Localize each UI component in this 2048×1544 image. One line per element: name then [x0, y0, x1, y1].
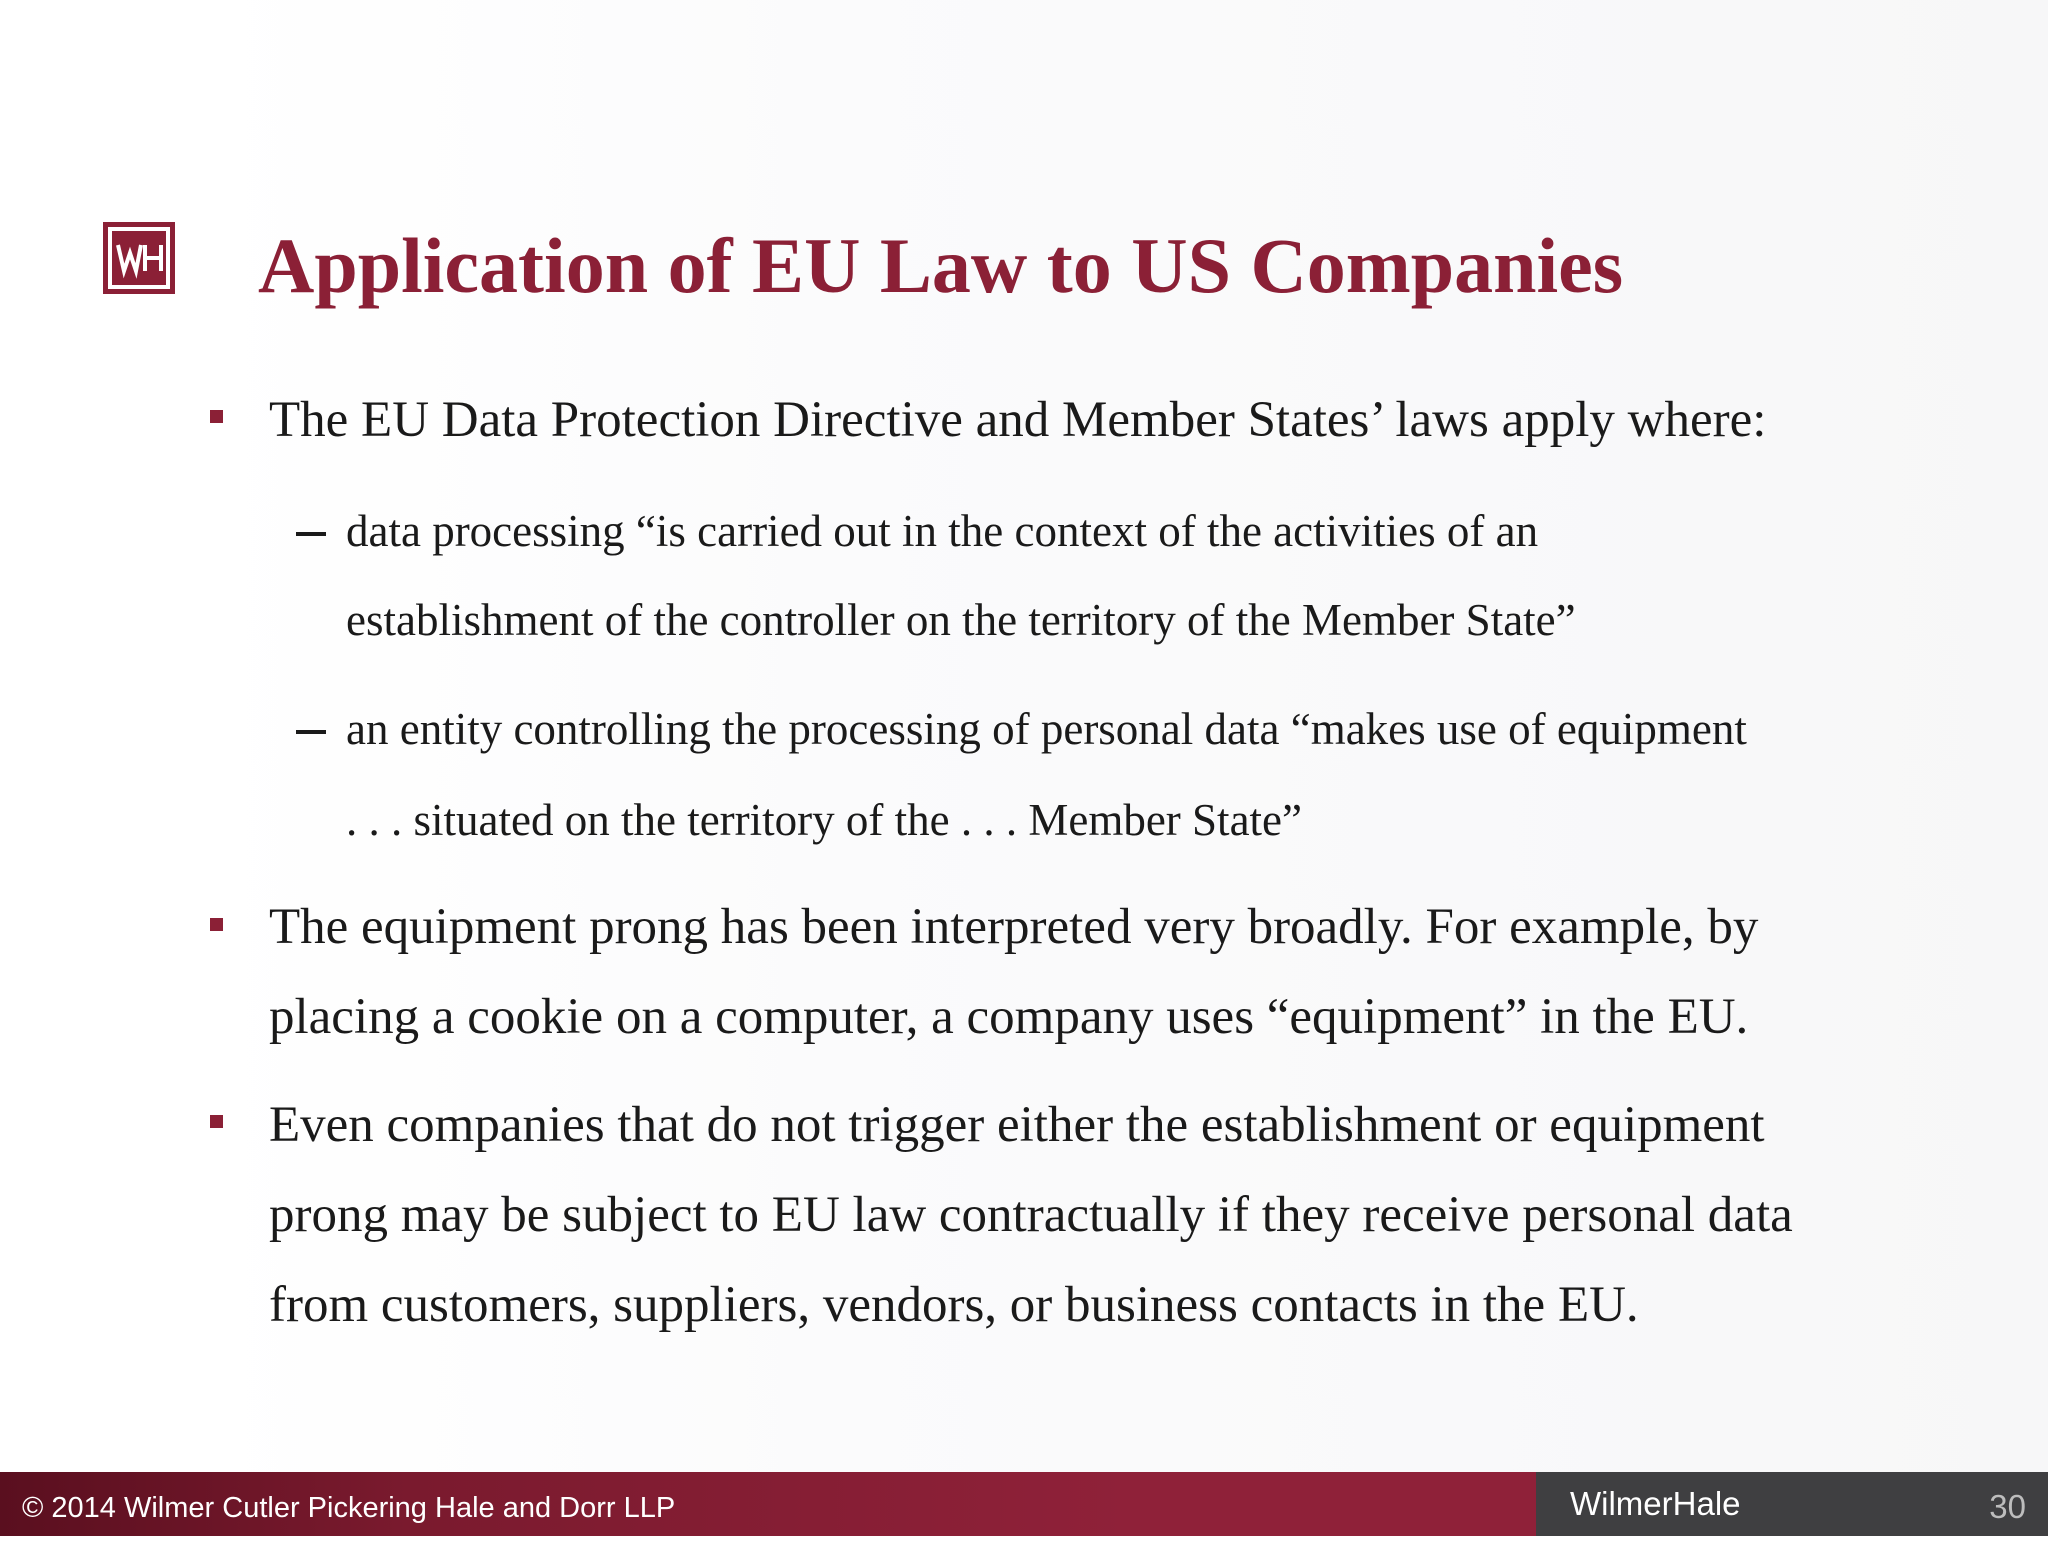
wh-logo-icon — [103, 222, 175, 294]
bullet-3-line-3: from customers, suppliers, vendors, or business contacts in the EU. — [269, 1277, 1639, 1333]
page-number: 30 — [1989, 1488, 2026, 1525]
bullet-marker — [210, 410, 223, 423]
bullet-3-line-1: Even companies that do not trigger either the establishment or equipment — [269, 1097, 1765, 1153]
footer-brand: WilmerHale — [1570, 1485, 1741, 1522]
bullet-1-line-1: The EU Data Protection Directive and Member States’ laws apply where: — [269, 392, 1767, 448]
sub-item-2-line-1: an entity controlling the processing of personal data “makes use of equipment — [346, 704, 1747, 754]
sub-item-1-line-1: data processing “is carried out in the context of the activities of an — [346, 506, 1539, 556]
bullet-marker — [210, 918, 223, 931]
bullet-3-line-2: prong may be subject to EU law contractually if they receive personal data — [269, 1187, 1793, 1243]
wh-logo-mark — [106, 225, 172, 291]
bullet-2-line-1: The equipment prong has been interpreted very broadly. For example, by — [269, 899, 1759, 955]
sub-bullet-dash — [296, 532, 326, 536]
sub-item-1-line-2: establishment of the controller on the territory of the Member State” — [346, 595, 1576, 645]
footer-bar — [0, 1472, 2048, 1536]
sub-bullet-dash — [296, 730, 326, 734]
footer-brand-panel — [1536, 1472, 2048, 1536]
bullet-2-line-2: placing a cookie on a computer, a company uses “equipment” in the EU. — [269, 989, 1749, 1045]
sub-item-2-line-2: . . . situated on the territory of the . . . Member State” — [346, 795, 1302, 845]
footer-copyright: © 2014 Wilmer Cutler Pickering Hale and Dorr LLP — [22, 1492, 676, 1524]
bullet-marker — [210, 1115, 223, 1128]
slide-title: Application of EU Law to US Companies — [258, 222, 1624, 309]
